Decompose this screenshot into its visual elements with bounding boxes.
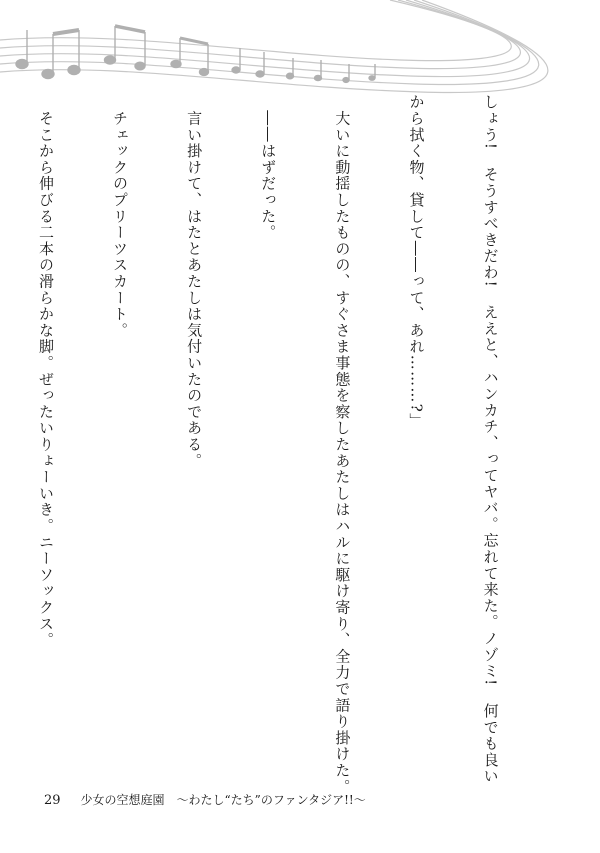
page-footer (44, 792, 366, 809)
text-line: 大いに動揺したものの、すぐさま事態を察したあたしはハルに駆け寄り、全力で語り掛けた。 (333, 94, 352, 795)
text-line: しょう! そうすべきだわ! ええと、ハンカチ、ってヤバ。忘れて来た。ノゾミ! 何でも良い (481, 94, 500, 785)
book-title: 少女の空想庭園 ～わたし“たち”のファンタジア!!～ (80, 793, 366, 807)
text-line: チェックのプリーツスカート。 (111, 94, 130, 339)
vertical-text-body (0, 94, 552, 795)
text-line: そこから伸びる二本の滑らかな脚。ぜったいりょーいき。ニーソックス。 (36, 94, 55, 649)
text-line: ――はずだった。 (259, 94, 278, 241)
text-line: 言い掛けて、はたとあたしは気付いたのである。 (185, 94, 204, 469)
page-number: 29 (44, 793, 61, 808)
text-line: から拭く物、貸して――って、あれ………?」 (407, 94, 426, 430)
